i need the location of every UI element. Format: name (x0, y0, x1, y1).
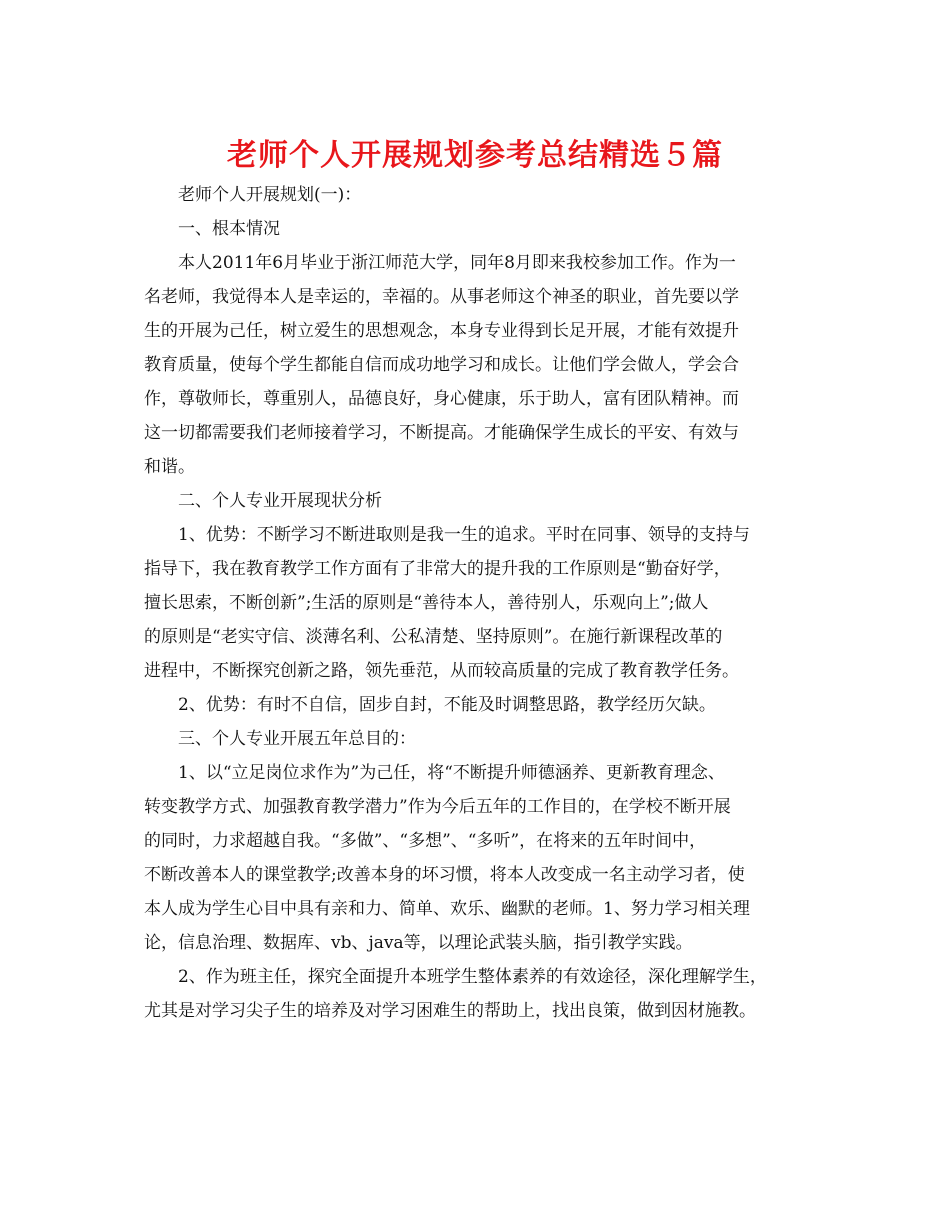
text-line: 转变教学方式、加强教育教学潜力”作为今后五年的工作目的，在学校不断开展 (144, 797, 731, 817)
text-line: 和谐。 (144, 457, 195, 477)
text-line: 的同时，力求超越自我。“多做”、“多想”、“多听”，在将来的五年时间中， (144, 831, 707, 851)
text-line: 2、作为班主任，探究全面提升本班学生整体素养的有效途径，深化理解学生， (178, 967, 767, 987)
text-line: 指导下，我在教育教学工作方面有了非常大的提升我的工作原则是“勤奋好学， (144, 559, 731, 579)
text-line: 2、优势：有时不自信，固步自封，不能及时调整思路，教学经历欠缺。 (178, 695, 716, 715)
text-line: 1、以“立足岗位求作为”为己任，将“不断提升师德涵养、更新教育理念、 (178, 763, 725, 783)
text-line: 1、优势：不断学习不断进取则是我一生的追求。平时在同事、领导的支持与 (178, 525, 750, 545)
text-line: 一、根本情况 (178, 219, 280, 239)
text-line: 论，信息治理、数据库、vb、java等，以理论武装头脑，指引教学实践。 (144, 933, 693, 953)
text-line: 生的开展为己任，树立爱生的思想观念，本身专业得到长足开展，才能有效提升 (144, 321, 739, 341)
text-line: 进程中，不断探究创新之路，领先垂范，从而较高质量的完成了教育教学任务。 (144, 661, 739, 681)
text-line: 教育质量，使每个学生都能自信而成功地学习和成长。让他们学会做人，学会合 (144, 355, 739, 375)
text-line: 本人2011年6月毕业于浙江师范大学，同年8月即来我校参加工作。作为一 (178, 253, 736, 273)
text-line: 老师个人开展规划(一)： (178, 185, 362, 205)
page-title: 老师个人开展规划参考总结精选５篇 (227, 138, 723, 173)
text-line: 这一切都需要我们老师接着学习，不断提高。才能确保学生成长的平安、有效与 (144, 423, 739, 443)
text-line: 擅长思索，不断创新”;生活的原则是“善待本人，善待别人，乐观向上”;做人 (144, 593, 709, 613)
text-line: 不断改善本人的课堂教学;改善本身的坏习惯，将本人改变成一名主动学习者，使 (144, 865, 745, 885)
text-line: 尤其是对学习尖子生的培养及对学习困难生的帮助上，找出良策，做到因材施教。 (144, 1001, 756, 1021)
text-line: 名老师，我觉得本人是幸运的，幸福的。从事老师这个神圣的职业，首先要以学 (144, 287, 739, 307)
text-line: 的原则是“老实守信、淡薄名利、公私清楚、坚持原则”。在施行新课程改革的 (144, 627, 723, 647)
text-line: 作，尊敬师长，尊重别人，品德良好，身心健康，乐于助人，富有团队精神。而 (144, 389, 739, 409)
text-line: 三、个人专业开展五年总目的： (178, 729, 416, 749)
document-body (144, 178, 812, 1028)
text-line: 二、个人专业开展现状分析 (178, 491, 382, 511)
text-line: 本人成为学生心目中具有亲和力、简单、欢乐、幽默的老师。1、努力学习相关理 (144, 899, 750, 919)
